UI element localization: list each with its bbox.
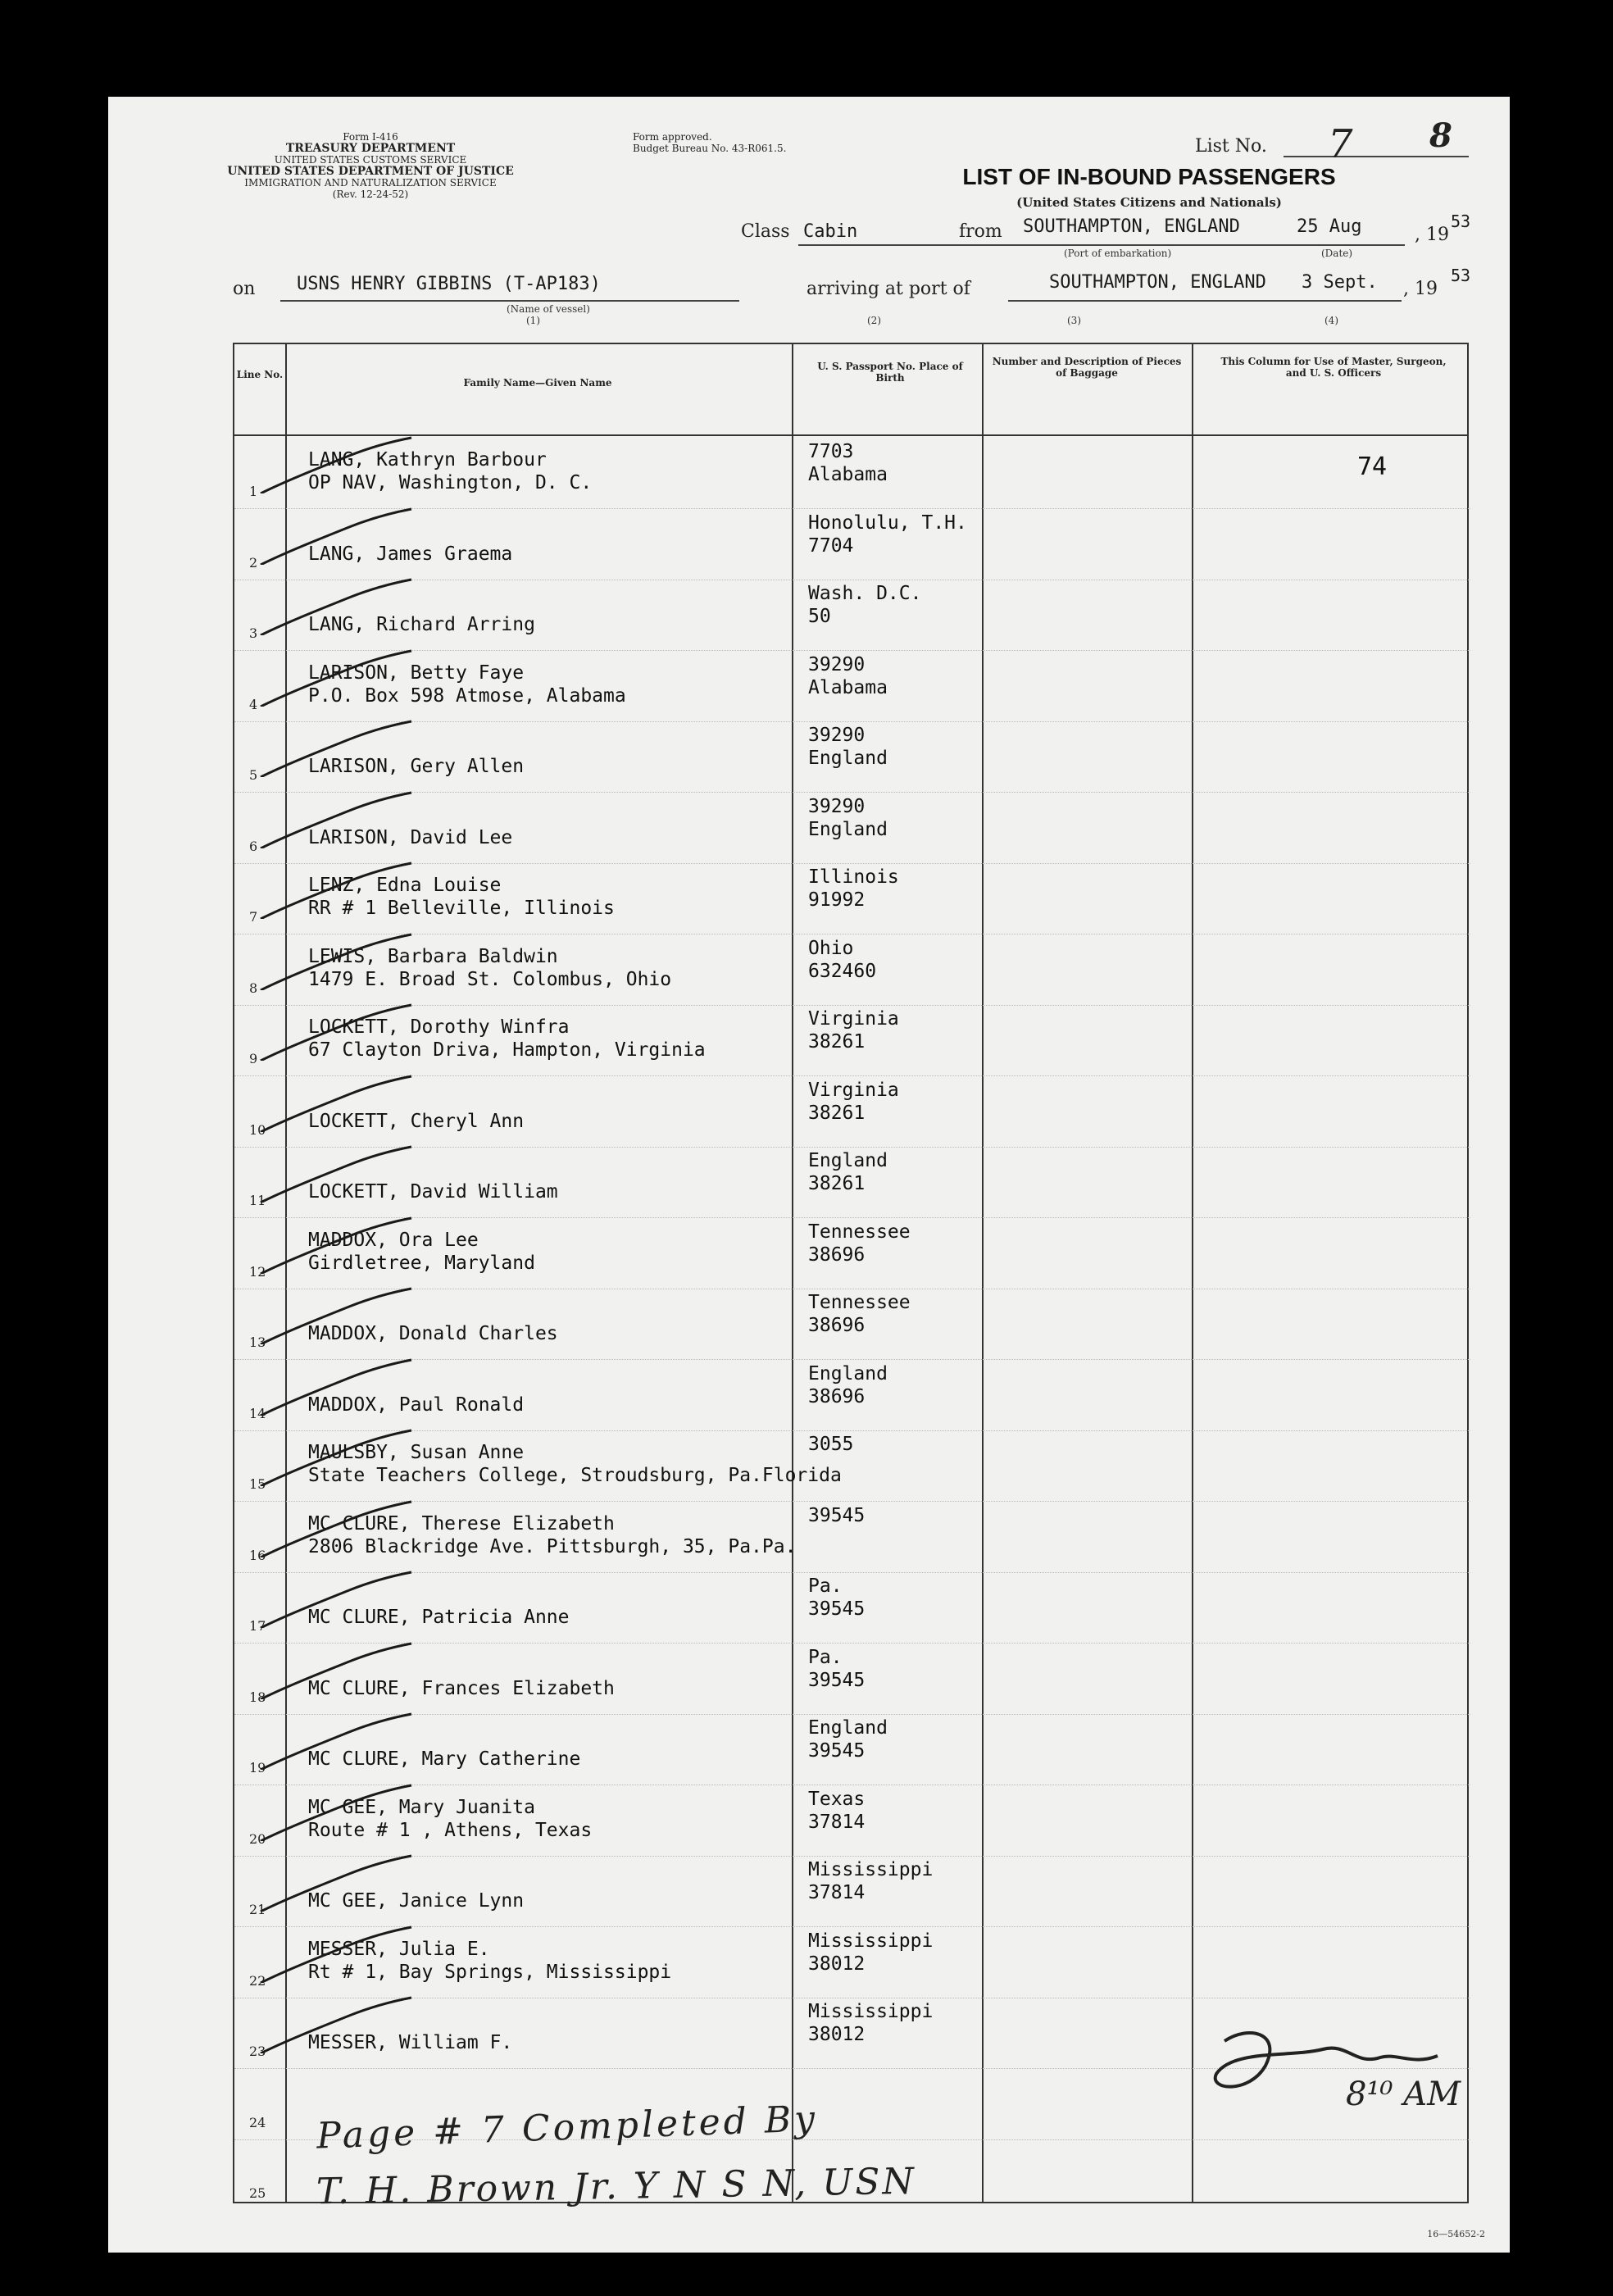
handwritten-completed-note: Page # 7 Completed By — [316, 2098, 819, 2157]
passport-or-birthplace-2: 38261 — [808, 1102, 866, 1124]
budget-bureau-no: Budget Bureau No. 43-R061.5. — [633, 143, 787, 154]
checkmark-icon — [259, 1854, 415, 1912]
passport-or-birthplace-2: Alabama — [808, 676, 888, 698]
checkmark-icon — [259, 1996, 415, 2053]
handwritten-time: 8¹⁰ AM — [1346, 2075, 1461, 2113]
checkmark-icon — [259, 649, 415, 707]
passport-or-birthplace: England — [808, 1150, 888, 1171]
customs-service: UNITED STATES CUSTOMS SERVICE — [274, 154, 467, 166]
form-approved: Form approved. — [633, 131, 712, 143]
line-number: 23 — [249, 2044, 266, 2059]
checkmark-icon — [259, 1216, 415, 1274]
passport-or-birthplace-2: 37814 — [808, 1811, 866, 1833]
line-number: 11 — [249, 1193, 266, 1208]
list-no-alt: 8 — [1429, 116, 1452, 155]
passport-or-birthplace: Texas — [808, 1788, 866, 1810]
line-number: 16 — [249, 1547, 266, 1563]
embarkation-year: 53 — [1451, 211, 1471, 231]
passenger-address: LANG, Richard Arring — [308, 614, 535, 635]
passenger-name: MC GEE, Mary Juanita — [308, 1796, 535, 1818]
passport-or-birthplace: Honolulu, T.H. — [808, 511, 967, 534]
passenger-name: MADDOX, Ora Lee — [308, 1229, 479, 1251]
checkmark-icon — [259, 720, 415, 777]
passport-or-birthplace: England — [808, 1717, 888, 1739]
passport-or-birthplace-2: 38261 — [808, 1173, 866, 1194]
passport-or-birthplace: 39290 — [808, 725, 866, 746]
checkmark-icon — [259, 1642, 415, 1699]
checkmark-icon — [259, 1145, 415, 1203]
table-row — [234, 1216, 1470, 1289]
checkmark-icon — [259, 862, 415, 919]
passenger-address: MC CLURE, Frances Elizabeth — [308, 1677, 615, 1699]
passport-or-birthplace: Illinois — [808, 866, 899, 888]
passport-or-birthplace: Pa. — [808, 1646, 843, 1668]
list-no-value: 7 — [1328, 121, 1353, 167]
arrival-date: 3 Sept. — [1302, 272, 1378, 293]
table-row — [234, 791, 1470, 864]
line-number: 4 — [249, 696, 258, 712]
passport-or-birthplace: Virginia — [808, 1008, 899, 1030]
passport-or-birthplace: 39545 — [808, 1504, 866, 1526]
passenger-address: LARISON, Gery Allen — [308, 756, 525, 777]
passenger-address: 1479 E. Broad St. Colombus, Ohio — [308, 968, 672, 990]
line-number: 14 — [249, 1405, 266, 1421]
list-no-label: List No. — [1195, 136, 1267, 157]
line-number: 3 — [249, 625, 258, 641]
passport-or-birthplace-2: Alabama — [808, 464, 888, 485]
passport-or-birthplace-2: England — [808, 748, 888, 769]
table-row — [234, 1925, 1470, 1998]
arrival-year-prefix: , 19 — [1403, 279, 1438, 299]
vessel-caption: (Name of vessel) — [507, 303, 590, 315]
table-row — [234, 578, 1470, 651]
passport-or-birthplace-2: 38012 — [808, 1953, 866, 1975]
passport-or-birthplace: England — [808, 1362, 888, 1384]
passport-or-birthplace: 7703 — [808, 441, 854, 462]
passenger-address: Rt # 1, Bay Springs, Mississippi — [308, 1961, 672, 1983]
passport-or-birthplace: 39290 — [808, 795, 866, 817]
colnum-2: (2) — [867, 315, 881, 326]
passport-or-birthplace: 3055 — [808, 1434, 854, 1455]
form-approval — [633, 131, 786, 154]
line-number: 12 — [249, 1263, 266, 1280]
passport-or-birthplace-2: 50 — [808, 606, 831, 627]
passenger-address: MADDOX, Paul Ronald — [308, 1394, 525, 1416]
passport-or-birthplace-2: 632460 — [808, 960, 877, 982]
class-value: Cabin — [803, 221, 858, 242]
table-row — [234, 1358, 1470, 1431]
line-number: 18 — [249, 1689, 266, 1705]
table-row — [234, 862, 1470, 934]
line-number: 7 — [249, 909, 258, 925]
passport-or-birthplace: Tennessee — [808, 1221, 911, 1243]
line-number: 6 — [249, 838, 258, 854]
passenger-address: Girdletree, Maryland — [308, 1252, 535, 1274]
line-number: 25 — [249, 2185, 266, 2201]
passport-or-birthplace-2: 38261 — [808, 1031, 866, 1053]
checkmark-icon — [259, 1784, 415, 1841]
checkmark-icon — [259, 1003, 415, 1061]
passport-or-birthplace-2: 38696 — [808, 1243, 866, 1266]
table-row — [234, 1784, 1470, 1857]
passport-or-birthplace-2: 39545 — [808, 1740, 866, 1762]
passenger-address: State Teachers College, Stroudsburg, Pa.Florida — [308, 1465, 842, 1486]
checkmark-icon — [259, 1287, 415, 1344]
revision-date: (Rev. 12-24-52) — [332, 189, 409, 200]
table-row — [234, 933, 1470, 1006]
checkmark-icon — [259, 1500, 415, 1557]
line-number: 20 — [249, 1830, 266, 1847]
table-row — [234, 436, 1470, 509]
table-row — [234, 507, 1470, 580]
from-label: from — [959, 221, 1002, 242]
column-header-name: Family Name—Given Name — [463, 377, 612, 389]
table-row — [234, 1571, 1470, 1644]
table-row — [234, 1287, 1470, 1360]
passport-or-birthplace-2: 38696 — [808, 1385, 866, 1407]
table-row — [234, 1712, 1470, 1785]
passport-or-birthplace: Mississippi — [808, 1859, 934, 1880]
passenger-address: 67 Clayton Driva, Hampton, Virginia — [308, 1039, 706, 1061]
passenger-address: MC GEE, Janice Lynn — [308, 1890, 525, 1912]
passenger-name: LEWIS, Barbara Baldwin — [308, 945, 558, 967]
port-caption: (Port of embarkation) — [1064, 248, 1172, 259]
line-number: 22 — [249, 1972, 266, 1989]
passenger-address: LOCKETT, David William — [308, 1181, 558, 1203]
passenger-name: LARISON, Betty Faye — [308, 662, 525, 684]
line-number: 10 — [249, 1121, 266, 1138]
table-row — [234, 1429, 1470, 1502]
passport-or-birthplace-2: 38696 — [808, 1315, 866, 1336]
passenger-address: LANG, James Graema — [308, 543, 513, 565]
checkmark-icon — [259, 578, 415, 635]
passport-or-birthplace: Ohio — [808, 937, 854, 959]
colnum-3: (3) — [1067, 315, 1081, 326]
column-header-passport: U. S. Passport No. Place of Birth — [817, 361, 963, 384]
passport-or-birthplace-2: 38012 — [808, 2024, 866, 2045]
passenger-table — [233, 343, 1469, 2213]
passenger-address: MC CLURE, Mary Catherine — [308, 1748, 581, 1770]
checkmark-icon — [259, 507, 415, 565]
table-row — [234, 1642, 1470, 1715]
passport-or-birthplace: Tennessee — [808, 1292, 911, 1313]
vessel-name: USNS HENRY GIBBINS (T-AP183) — [297, 274, 601, 294]
checkmark-icon — [259, 436, 415, 493]
table-row — [234, 1145, 1470, 1218]
passenger-manifest-page — [108, 97, 1510, 2253]
passenger-address: LARISON, David Lee — [308, 826, 513, 848]
checkmark-icon — [259, 1571, 415, 1628]
column-header-baggage: Number and Description of Pieces of Baggage — [992, 356, 1182, 379]
passport-or-birthplace-2: 91992 — [808, 889, 866, 911]
passenger-name: LENZ, Edna Louise — [308, 875, 502, 896]
passport-or-birthplace-2: England — [808, 818, 888, 840]
embarkation-port: SOUTHAMPTON, ENGLAND — [1023, 216, 1240, 237]
passenger-address: Route # 1 , Athens, Texas — [308, 1819, 593, 1841]
passport-or-birthplace: Virginia — [808, 1079, 899, 1101]
line-number: 24 — [249, 2114, 266, 2130]
checkmark-icon — [259, 1429, 415, 1486]
passenger-address: 2806 Blackridge Ave. Pittsburgh, 35, Pa.Pa. — [308, 1535, 797, 1557]
department-of-justice: UNITED STATES DEPARTMENT OF JUSTICE — [227, 165, 514, 178]
arrival-port: SOUTHAMPTON, ENGLAND — [1049, 272, 1266, 293]
passenger-address: P.O. Box 598 Atmose, Alabama — [308, 684, 626, 707]
passport-or-birthplace-2: 39545 — [808, 1669, 866, 1691]
passport-or-birthplace-2: 7704 — [808, 534, 854, 557]
immigration-service: IMMIGRATION AND NATURALIZATION SERVICE — [244, 177, 497, 189]
checkmark-icon — [259, 791, 415, 848]
colnum-4: (4) — [1324, 315, 1338, 326]
passenger-address: LOCKETT, Cheryl Ann — [308, 1110, 525, 1132]
passenger-address: OP NAV, Washington, D. C. — [308, 472, 593, 493]
line-number: 15 — [249, 1476, 266, 1492]
column-header-officers: This Column for Use of Master, Surgeon, and U. S. Officers — [1220, 356, 1447, 379]
date-caption: (Date) — [1321, 248, 1353, 259]
document-subtitle: (United States Citizens and Nationals) — [1016, 195, 1282, 210]
table-row — [234, 720, 1470, 793]
treasury-department: TREASURY DEPARTMENT — [285, 142, 456, 155]
on-label: on — [233, 279, 256, 299]
passenger-name: LANG, Kathryn Barbour — [308, 449, 547, 471]
table-row — [234, 1500, 1470, 1573]
form-header-left — [125, 131, 616, 200]
column-header-line: Line No. — [236, 369, 284, 380]
checkmark-icon — [259, 1925, 415, 1983]
handwritten-signature: T. H. Brown Jr. Y N S N, USN — [316, 2160, 917, 2213]
table-row — [234, 1854, 1470, 1927]
passenger-address: MC CLURE, Patricia Anne — [308, 1607, 570, 1628]
line-number: 19 — [249, 1760, 266, 1775]
embarkation-year-prefix: , 19 — [1415, 225, 1449, 245]
passenger-address: MADDOX, Donald Charles — [308, 1323, 558, 1344]
passenger-address: RR # 1 Belleville, Illinois — [308, 898, 615, 919]
passport-or-birthplace-2: 39545 — [808, 1598, 866, 1620]
line-number: 1 — [249, 484, 258, 499]
table-row — [234, 1003, 1470, 1076]
line-number: 21 — [249, 1902, 266, 1917]
passport-or-birthplace: Mississippi — [808, 1930, 934, 1952]
passenger-name: MAULSBY, Susan Anne — [308, 1442, 525, 1463]
passport-or-birthplace: Mississippi — [808, 2001, 934, 2022]
form-footer-code: 16—54652-2 — [1427, 2229, 1485, 2239]
table-row — [234, 1075, 1470, 1148]
line-number: 2 — [249, 554, 258, 571]
officer-initials — [1192, 2016, 1454, 2107]
line-number: 17 — [249, 1618, 266, 1634]
passenger-name: MC CLURE, Therese Elizabeth — [308, 1512, 615, 1534]
passport-or-birthplace: Wash. D.C. — [808, 583, 922, 604]
checkmark-icon — [259, 933, 415, 990]
passport-or-birthplace: 39290 — [808, 653, 866, 675]
passenger-address: MESSER, William F. — [308, 2032, 513, 2053]
vessel-colnum: (1) — [526, 315, 540, 326]
arrival-year: 53 — [1451, 266, 1471, 285]
line-number: 13 — [249, 1334, 266, 1350]
line-number: 5 — [249, 767, 258, 783]
table-row — [234, 649, 1470, 722]
passport-or-birthplace-2: 37814 — [808, 1882, 866, 1903]
document-title: LIST OF IN-BOUND PASSENGERS — [962, 164, 1336, 189]
passenger-name: MESSER, Julia E. — [308, 1938, 490, 1960]
checkmark-icon — [259, 1358, 415, 1416]
checkmark-icon — [259, 1075, 415, 1132]
line-number: 8 — [249, 980, 258, 996]
passenger-name: LOCKETT, Dorothy Winfra — [308, 1016, 570, 1038]
class-label: Class — [741, 221, 790, 242]
form-number: Form I-416 — [343, 131, 398, 143]
arriving-label: arriving at port of — [806, 279, 970, 299]
checkmark-icon — [259, 1712, 415, 1770]
passport-or-birthplace: Pa. — [808, 1575, 843, 1597]
officer-note: 74 — [1357, 452, 1388, 481]
embarkation-date: 25 Aug — [1297, 216, 1362, 237]
line-number: 9 — [249, 1051, 258, 1066]
